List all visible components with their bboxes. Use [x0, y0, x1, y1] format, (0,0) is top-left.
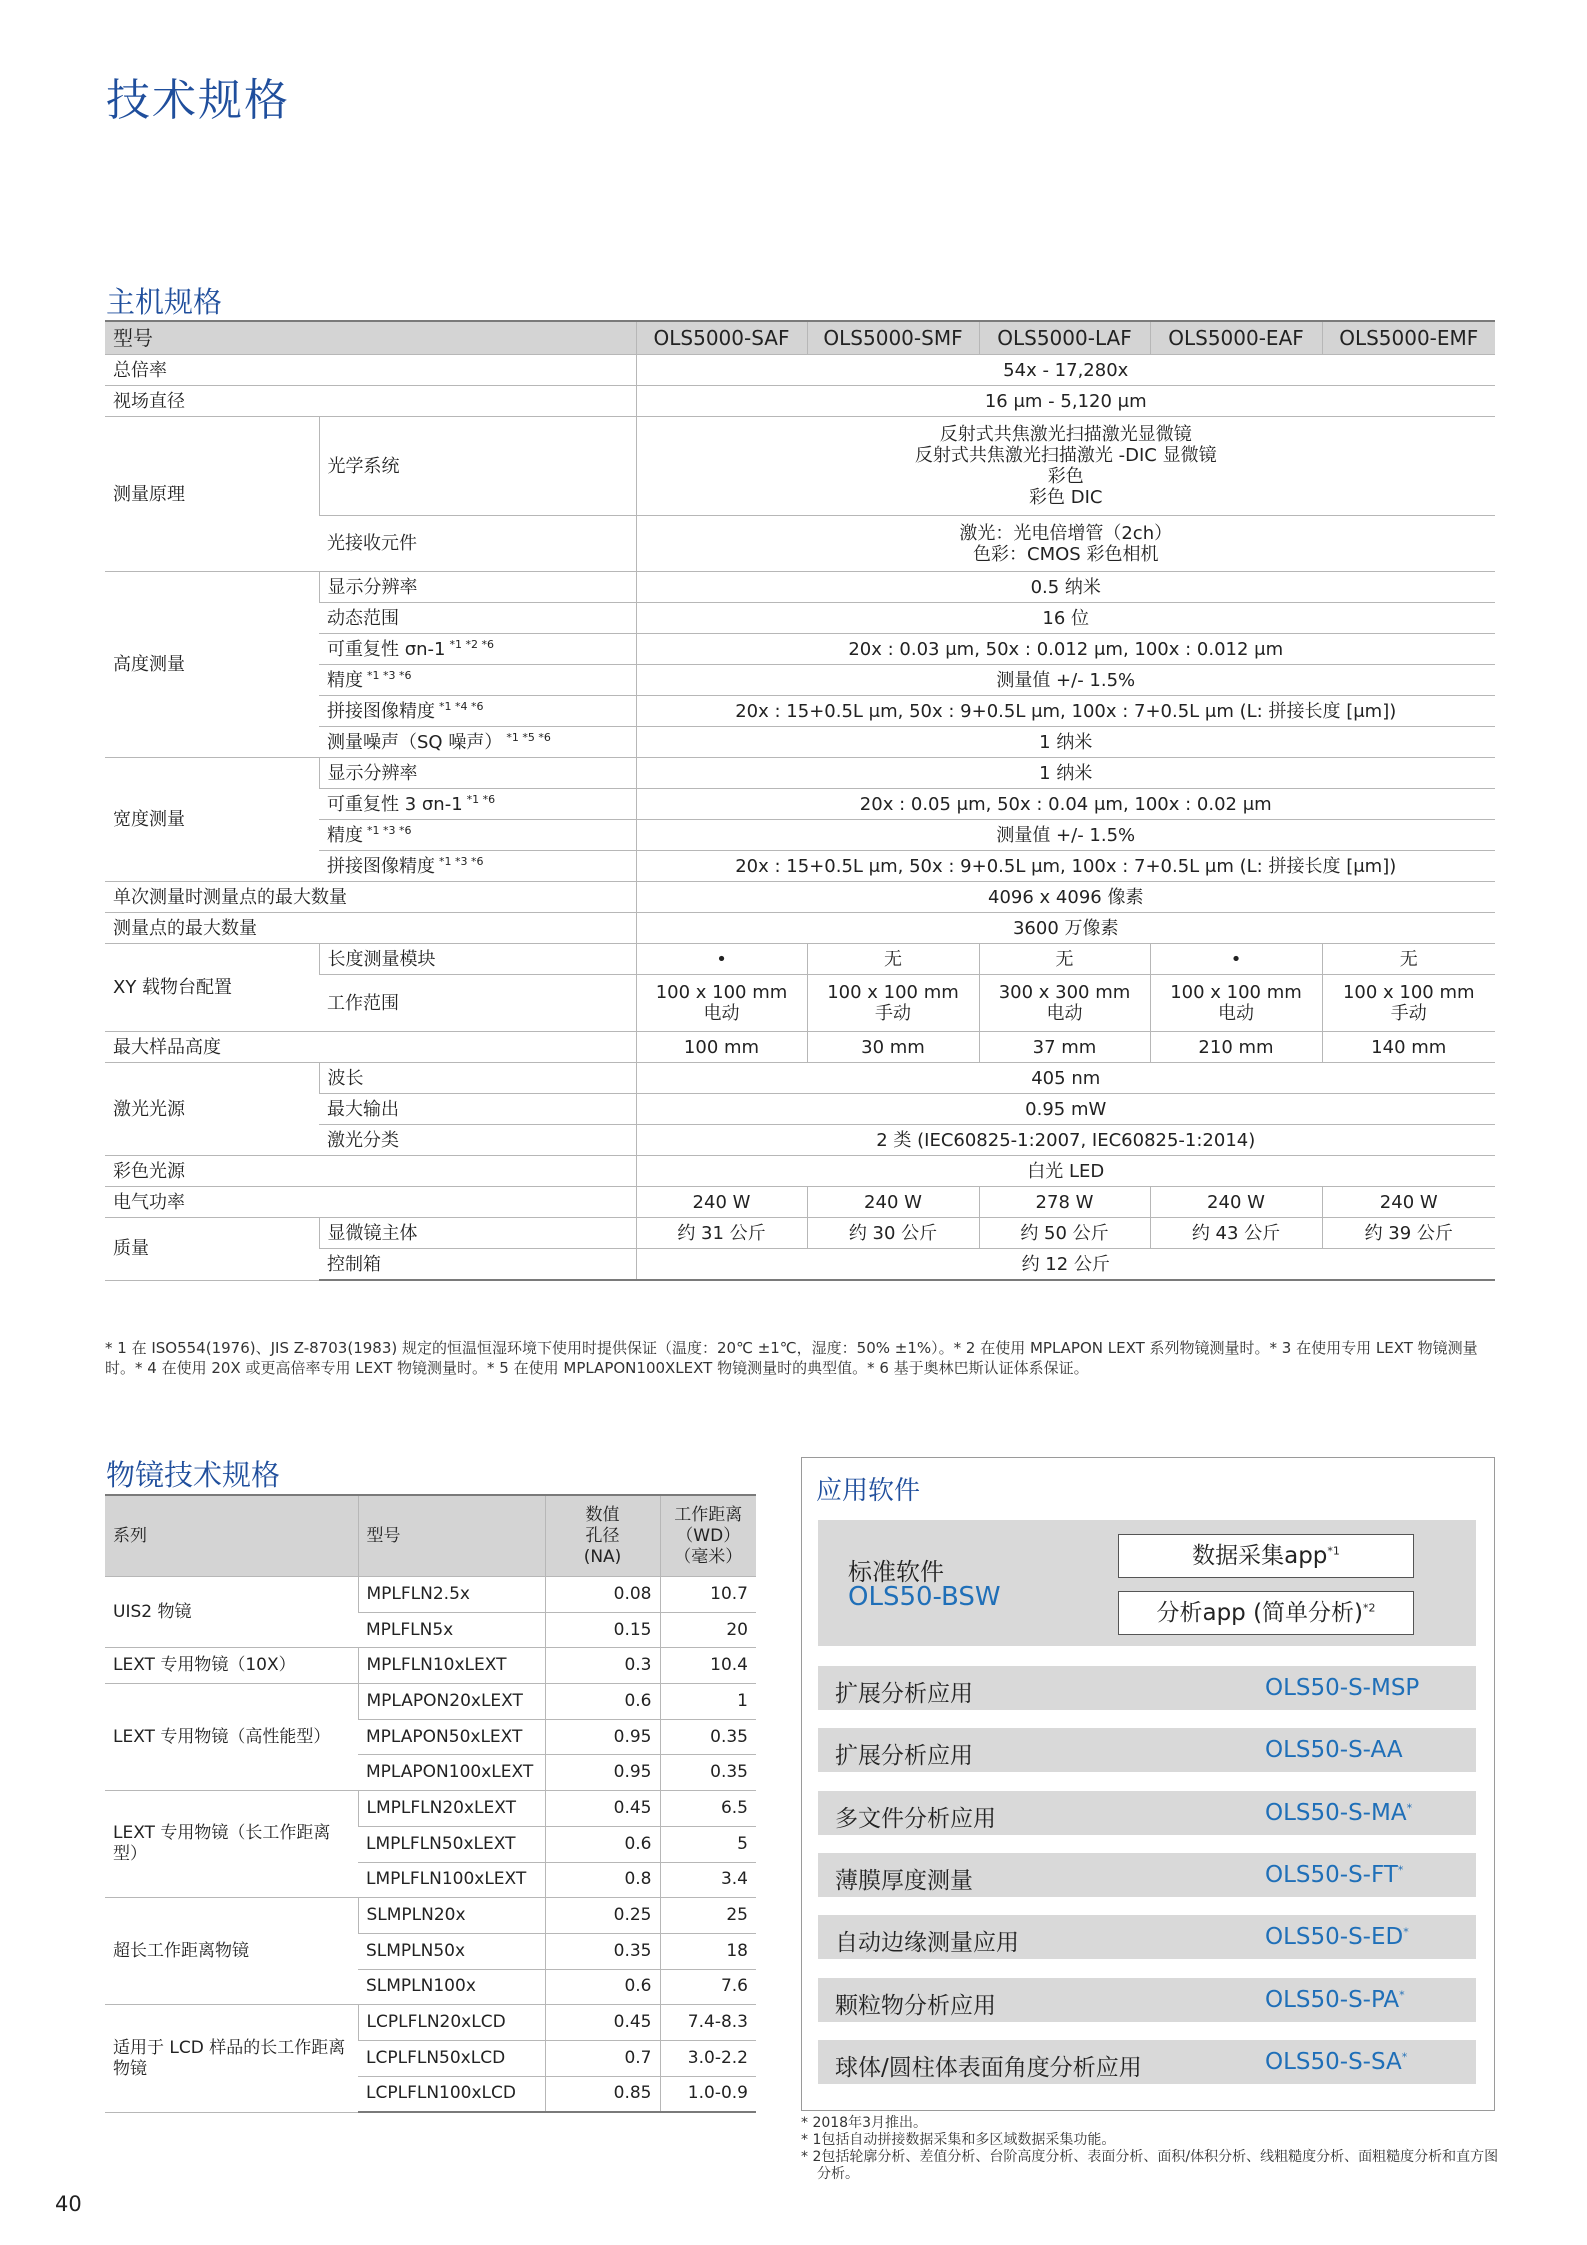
table-cell: 单次测量时测量点的最大数量 — [105, 882, 636, 913]
column-header — [358, 1495, 545, 1577]
working-distance: 1 — [660, 1684, 756, 1720]
objective-body — [105, 1495, 756, 2112]
table-cell: 测量原理 — [105, 417, 319, 572]
app-code — [1265, 1924, 1409, 1950]
table-cell: 16 位 — [636, 603, 1495, 634]
app-name: 薄膜厚度测量 — [835, 1867, 973, 1894]
numerical-aperture: 0.3 — [545, 1648, 660, 1684]
table-cell — [1322, 975, 1495, 1032]
series-name: 超长工作距离物镜 — [105, 1898, 358, 2005]
table-cell: 约 12 公斤 — [636, 1249, 1495, 1281]
table-cell — [636, 516, 1495, 572]
header-line: （毫米） — [674, 1546, 743, 1567]
series-name: LEXT 专用物镜（高性能型） — [105, 1684, 358, 1791]
table-cell: 240 W — [1150, 1187, 1322, 1218]
software-note: * 2018年3月推出。 — [801, 2115, 927, 2131]
table-cell: 无 — [807, 944, 979, 975]
analysis-app — [1118, 1591, 1414, 1635]
table-row — [105, 1187, 1495, 1218]
numerical-aperture: 0.95 — [545, 1719, 660, 1755]
objective-model: LMPLFLN50xLEXT — [358, 1826, 545, 1862]
table-cell: 彩色光源 — [105, 1156, 636, 1187]
data-collection-app-sup: *1 — [1327, 1544, 1340, 1558]
app-code — [1265, 1862, 1403, 1888]
model-name: OLS5000-EAF — [1150, 321, 1322, 355]
app-code-text: OLS50-S-MA — [1265, 1799, 1407, 1826]
cell-line: 电动 — [1046, 1003, 1083, 1024]
app-row — [818, 1978, 1476, 2022]
cell-line: 100 x 100 mm — [1342, 982, 1475, 1003]
table-cell: 4096 x 4096 像素 — [636, 882, 1495, 913]
objective-model: LMPLFLN20xLEXT — [358, 1791, 545, 1827]
table-row — [105, 1218, 1495, 1249]
table-cell — [319, 634, 636, 665]
table-cell: 光接收元件 — [319, 516, 636, 572]
objective-model: MPLFLN10xLEXT — [358, 1648, 545, 1684]
column-header — [105, 1495, 358, 1577]
table-cell: 动态范围 — [319, 603, 636, 634]
footnote: * 1 在 ISO554(1976)、JIS Z-8703(1983) 规定的恒温恒湿环境下使用时提供保证（温度：20℃ ±1℃，湿度：50% ±1%）。* 2 在使用 MPLAPON LEXT 系列物镜测量时。* 3 在使用专用 LEXT 物镜测量时。* 4 在使用 20X 或更高倍率专用 LEXT 物镜测量时。* 5 在使用 MPLAPON100XLEXT 物镜测量时的典型值。* 6 基于奥林巴斯认证体系保证。 — [105, 1339, 1478, 1377]
table-cell — [636, 975, 807, 1032]
header-line: 型号 — [366, 1525, 401, 1546]
app-code-text: OLS50-S-SA — [1265, 2048, 1402, 2075]
table-row — [105, 417, 1495, 516]
cell-label: 可重复性 σn-1 — [327, 638, 446, 660]
app-code-sup: * — [1401, 2050, 1408, 2064]
app-row — [818, 1853, 1476, 1897]
series-name: LEXT 专用物镜（10X） — [105, 1648, 358, 1684]
table-row — [105, 355, 1495, 386]
objective-model: LCPLFLN100xLCD — [358, 2076, 545, 2112]
table-cell: 240 W — [807, 1187, 979, 1218]
table-cell — [1150, 975, 1322, 1032]
numerical-aperture: 0.25 — [545, 1898, 660, 1934]
objective-model: SLMPLN50x — [358, 1933, 545, 1969]
numerical-aperture: 0.95 — [545, 1755, 660, 1791]
main-spec-table — [105, 320, 1495, 1281]
table-cell: XY 载物台配置 — [105, 944, 319, 1032]
footnote-ref: *1 *5 *6 — [506, 730, 551, 744]
table-row — [105, 321, 1495, 355]
footnote-ref: *1 *6 — [466, 792, 496, 806]
table-cell: 激光分类 — [319, 1125, 636, 1156]
table-row — [105, 944, 1495, 975]
working-distance: 1.0-0.9 — [660, 2076, 756, 2112]
table-cell: 约 43 公斤 — [1150, 1218, 1322, 1249]
table-cell: • — [1150, 944, 1322, 975]
table-cell: 最大样品高度 — [105, 1032, 636, 1063]
objective-table — [105, 1494, 756, 2113]
table-cell: 210 mm — [1150, 1032, 1322, 1063]
cell-label: 拼接图像精度 — [327, 855, 435, 877]
table-cell: 高度测量 — [105, 572, 319, 758]
column-header — [660, 1495, 756, 1577]
table-cell: 白光 LED — [636, 1156, 1495, 1187]
table-cell: 3600 万像素 — [636, 913, 1495, 944]
analysis-app-label: 分析app (简单分析) — [1156, 1600, 1364, 1626]
table-cell: 视场直径 — [105, 386, 636, 417]
cell-line: 色彩：CMOS 彩色相机 — [973, 543, 1159, 565]
table-cell: 工作范围 — [319, 975, 636, 1032]
table-cell: 约 39 公斤 — [1322, 1218, 1495, 1249]
footnote-ref: *1 *3 *6 — [367, 668, 412, 682]
cell-label: 拼接图像精度 — [327, 700, 435, 722]
footnote-ref: *1 *3 *6 — [367, 823, 412, 837]
table-cell: 电气功率 — [105, 1187, 636, 1218]
table-row — [105, 1063, 1495, 1094]
cell-label: 可重复性 3 σn-1 — [327, 793, 463, 815]
app-row — [818, 1728, 1476, 1772]
table-row — [105, 1577, 756, 1613]
model-name: OLS5000-EMF — [1322, 321, 1495, 355]
series-name: 适用于 LCD 样品的长工作距离物镜 — [105, 2005, 358, 2113]
table-cell: 质量 — [105, 1218, 319, 1281]
cell-label: 精度 — [327, 824, 363, 846]
column-header — [545, 1495, 660, 1577]
app-code-sup: * — [1406, 1800, 1413, 1814]
table-cell: 405 nm — [636, 1063, 1495, 1094]
table-cell: 240 W — [636, 1187, 807, 1218]
table-cell: 显示分辨率 — [319, 758, 636, 789]
app-name: 球体/圆柱体表面角度分析应用 — [835, 2054, 1142, 2081]
table-cell: 54x - 17,280x — [636, 355, 1495, 386]
table-cell: 278 W — [979, 1187, 1150, 1218]
objective-model: MPLAPON50xLEXT — [358, 1719, 545, 1755]
table-cell — [807, 975, 979, 1032]
table-row — [105, 882, 1495, 913]
table-cell: 总倍率 — [105, 355, 636, 386]
table-cell: 0.95 mW — [636, 1094, 1495, 1125]
series-name: LEXT 专用物镜（长工作距离型） — [105, 1791, 358, 1898]
header-line: 系列 — [113, 1525, 147, 1546]
objective-model: MPLFLN2.5x — [358, 1577, 545, 1613]
table-cell: 控制箱 — [319, 1249, 636, 1281]
cell-line: 手动 — [1390, 1003, 1427, 1024]
software-box — [801, 1457, 1495, 2111]
table-cell: 16 μm - 5,120 μm — [636, 386, 1495, 417]
model-name: OLS5000-LAF — [979, 321, 1150, 355]
working-distance: 0.35 — [660, 1719, 756, 1755]
numerical-aperture: 0.6 — [545, 1969, 660, 2005]
table-row — [105, 1791, 756, 1827]
table-cell: 显示分辨率 — [319, 572, 636, 603]
table-row — [105, 386, 1495, 417]
objective-model: MPLAPON100xLEXT — [358, 1755, 545, 1791]
working-distance: 3.4 — [660, 1862, 756, 1898]
app-row — [818, 1791, 1476, 1835]
table-row — [105, 572, 1495, 603]
cell-line: 彩色 DIC — [1029, 487, 1103, 508]
table-cell — [319, 789, 636, 820]
table-cell: 约 30 公斤 — [807, 1218, 979, 1249]
working-distance: 18 — [660, 1933, 756, 1969]
working-distance: 7.4-8.3 — [660, 2005, 756, 2041]
cell-line: 激光：光电倍增管（2ch） — [959, 522, 1173, 544]
cell-line: 彩色 — [1047, 466, 1084, 487]
table-cell: 20x : 15+0.5L μm, 50x : 9+0.5L μm, 100x : 7+0.5L μm (L: 拼接长度 [μm]) — [636, 696, 1495, 727]
software-title: 应用软件 — [816, 1476, 921, 1506]
table-cell — [319, 727, 636, 758]
working-distance: 5 — [660, 1826, 756, 1862]
footnote-ref: *1 *3 *6 — [439, 854, 484, 868]
table-cell: 37 mm — [979, 1032, 1150, 1063]
cell-line: 反射式共焦激光扫描激光显微镜 — [939, 424, 1192, 445]
numerical-aperture: 0.15 — [545, 1612, 660, 1648]
table-row — [105, 758, 1495, 789]
table-cell: 激光光源 — [105, 1063, 319, 1156]
table-cell: 20x : 15+0.5L μm, 50x : 9+0.5L μm, 100x : 7+0.5L μm (L: 拼接长度 [μm]) — [636, 851, 1495, 882]
numerical-aperture: 0.35 — [545, 1933, 660, 1969]
table-cell: 最大输出 — [319, 1094, 636, 1125]
app-code-text: OLS50-S-PA — [1265, 1986, 1400, 2013]
table-cell: 显微镜主体 — [319, 1218, 636, 1249]
table-cell: 无 — [1322, 944, 1495, 975]
table-cell: 0.5 纳米 — [636, 572, 1495, 603]
app-code-sup: * — [1403, 1925, 1409, 1939]
cell-line: 300 x 300 mm — [998, 982, 1131, 1003]
app-code — [1265, 1800, 1412, 1826]
app-code — [1265, 1737, 1403, 1763]
app-name: 扩展分析应用 — [835, 1681, 973, 1707]
table-cell — [979, 975, 1150, 1032]
table-cell — [636, 417, 1495, 516]
table-cell: 长度测量模块 — [319, 944, 636, 975]
header-line: 工作距离 — [674, 1504, 743, 1525]
numerical-aperture: 0.8 — [545, 1862, 660, 1898]
model-name: OLS5000-SMF — [807, 321, 979, 355]
objective-model: LMPLFLN100xLEXT — [358, 1862, 545, 1898]
objective-model: SLMPLN100x — [358, 1969, 545, 2005]
table-cell: 1 纳米 — [636, 727, 1495, 758]
table-cell: 100 mm — [636, 1032, 807, 1063]
standard-software-label: 标准软件 — [848, 1558, 944, 1586]
app-code — [1265, 1675, 1419, 1701]
app-row — [818, 2040, 1476, 2084]
table-cell: 20x : 0.03 μm, 50x : 0.012 μm, 100x : 0.012 μm — [636, 634, 1495, 665]
numerical-aperture: 0.08 — [545, 1577, 660, 1613]
numerical-aperture: 0.45 — [545, 1791, 660, 1827]
analysis-app-sup: *2 — [1363, 1601, 1376, 1615]
working-distance: 7.6 — [660, 1969, 756, 2005]
standard-software-code: OLS50-BSW — [848, 1582, 1001, 1612]
app-code — [1265, 2049, 1407, 2075]
cell-line: 100 x 100 mm — [655, 982, 788, 1003]
app-name: 自动边缘测量应用 — [835, 1930, 1019, 1957]
app-name: 多文件分析应用 — [835, 1805, 996, 1832]
app-name: 颗粒物分析应用 — [835, 1992, 996, 2019]
model-name: OLS5000-SAF — [636, 321, 807, 355]
main-spec-title: 主机规格 — [106, 285, 223, 319]
header-line: (NA) — [583, 1546, 622, 1567]
table-cell: 测量值 +/- 1.5% — [636, 665, 1495, 696]
table-cell — [319, 851, 636, 882]
software-note: * 2包括轮廓分析、差值分析、台阶高度分析、表面分析、面积/体积分析、线粗糙度分析、面粗糙度分析和直方图分析。 — [801, 2149, 1499, 2182]
table-cell: 20x : 0.05 μm, 50x : 0.04 μm, 100x : 0.02 μm — [636, 789, 1495, 820]
series-name: UIS2 物镜 — [105, 1577, 358, 1648]
table-row — [105, 1156, 1495, 1187]
software-note: * 1包括自动拼接数据采集和多区域数据采集功能。 — [801, 2132, 1116, 2148]
table-cell: 约 31 公斤 — [636, 1218, 807, 1249]
table-cell: 测量值 +/- 1.5% — [636, 820, 1495, 851]
standard-software-panel — [818, 1520, 1476, 1646]
numerical-aperture: 0.85 — [545, 2076, 660, 2112]
working-distance: 10.4 — [660, 1648, 756, 1684]
page-title: 技术规格 — [106, 75, 290, 126]
software-notes — [801, 2115, 1501, 2183]
working-distance: 10.7 — [660, 1577, 756, 1613]
table-row — [105, 913, 1495, 944]
cell-line: 电动 — [1218, 1003, 1254, 1024]
table-cell — [319, 820, 636, 851]
table-row — [105, 1648, 756, 1684]
app-code-text: OLS50-S-FT — [1265, 1861, 1398, 1888]
app-code — [1265, 1987, 1405, 2013]
page-number: 40 — [55, 2192, 82, 2216]
cell-line: 手动 — [875, 1003, 911, 1024]
objective-model: MPLAPON20xLEXT — [358, 1684, 545, 1720]
working-distance: 20 — [660, 1612, 756, 1648]
table-cell: 波长 — [319, 1063, 636, 1094]
app-row — [818, 1915, 1476, 1959]
app-code-text: OLS50-S-ED — [1265, 1924, 1404, 1951]
cell-line: 电动 — [703, 1003, 740, 1024]
table-row — [105, 1032, 1495, 1063]
table-cell — [319, 696, 636, 727]
cell-line: 100 x 100 mm — [827, 982, 959, 1003]
objective-spec-title: 物镜技术规格 — [106, 1458, 281, 1492]
table-cell: 光学系统 — [319, 417, 636, 516]
cell-label: 精度 — [327, 669, 363, 691]
model-label: 型号 — [105, 321, 636, 355]
header-line: 数值 — [585, 1504, 620, 1525]
table-cell: 1 纳米 — [636, 758, 1495, 789]
app-code-sup: * — [1399, 1987, 1405, 2001]
header-line: 孔径 — [585, 1525, 620, 1546]
table-row — [105, 2005, 756, 2041]
app-code-sup: * — [1397, 1863, 1404, 1877]
table-row — [105, 1495, 756, 1577]
working-distance: 25 — [660, 1898, 756, 1934]
table-cell — [319, 665, 636, 696]
table-cell: 无 — [979, 944, 1150, 975]
table-cell: 30 mm — [807, 1032, 979, 1063]
table-cell: 测量点的最大数量 — [105, 913, 636, 944]
table-row — [105, 1898, 756, 1934]
header-line: （WD） — [676, 1525, 741, 1546]
objective-model: SLMPLN20x — [358, 1898, 545, 1934]
app-name: 扩展分析应用 — [835, 1743, 973, 1770]
footnote-ref: *1 *2 *6 — [449, 637, 494, 651]
app-row — [818, 1666, 1476, 1710]
working-distance: 6.5 — [660, 1791, 756, 1827]
objective-model: LCPLFLN20xLCD — [358, 2005, 545, 2041]
working-distance: 3.0-2.2 — [660, 2040, 756, 2076]
numerical-aperture: 0.7 — [545, 2040, 660, 2076]
app-code-text: OLS50-S-AA — [1265, 1737, 1403, 1764]
numerical-aperture: 0.45 — [545, 2005, 660, 2041]
numerical-aperture: 0.6 — [545, 1684, 660, 1720]
cell-line: 反射式共焦激光扫描激光 -DIC 显微镜 — [914, 445, 1217, 466]
cell-line: 100 x 100 mm — [1170, 982, 1302, 1003]
working-distance: 0.35 — [660, 1755, 756, 1791]
data-collection-app — [1118, 1534, 1414, 1578]
table-cell: 2 类 (IEC60825-1:2007, IEC60825-1:2014) — [636, 1125, 1495, 1156]
table-cell: 140 mm — [1322, 1032, 1495, 1063]
main-spec-body — [105, 321, 1495, 1280]
objective-model: LCPLFLN50xLCD — [358, 2040, 545, 2076]
table-cell: 240 W — [1322, 1187, 1495, 1218]
data-collection-app-label: 数据采集app — [1192, 1543, 1328, 1569]
objective-model: MPLFLN5x — [358, 1612, 545, 1648]
footnote-ref: *1 *4 *6 — [439, 699, 484, 713]
table-row — [105, 1684, 756, 1720]
app-code-text: OLS50-S-MSP — [1265, 1675, 1420, 1701]
numerical-aperture: 0.6 — [545, 1826, 660, 1862]
cell-label: 测量噪声（SQ 噪声） — [327, 731, 503, 753]
table-cell: • — [636, 944, 807, 975]
table-cell: 约 50 公斤 — [979, 1218, 1150, 1249]
table-cell: 宽度测量 — [105, 758, 319, 882]
